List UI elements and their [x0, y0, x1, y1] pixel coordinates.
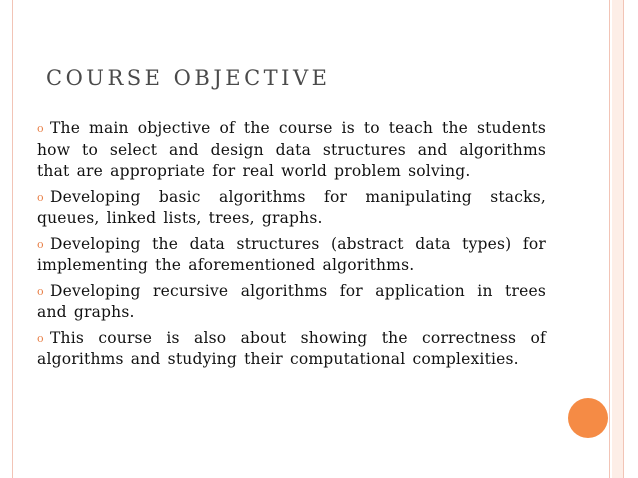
bullet-marker-icon: o	[37, 190, 44, 204]
bullet-text: The main objective of the course is to teach the students how to select and design data structures and algorithms that are appropriate for real world problem solving.	[37, 119, 546, 180]
accent-circle	[568, 398, 608, 438]
bullet-marker-icon: o	[37, 237, 44, 251]
bullet-item	[37, 118, 546, 183]
slide-title: COURSE OBJECTIVE	[46, 66, 331, 90]
bullet-item	[37, 281, 546, 324]
bullet-text: Developing recursive algorithms for application in trees and graphs.	[37, 281, 546, 321]
bullet-text: This course is also about showing the correctness of algorithms and studying their computational complexities.	[37, 328, 546, 368]
bullet-marker-icon: o	[37, 331, 44, 345]
bullet-text: Developing basic algorithms for manipulating stacks, queues, linked lists, trees, graphs.	[37, 187, 546, 227]
side-strip	[612, 0, 624, 478]
bullet-item	[37, 234, 546, 277]
bullet-marker-icon: o	[37, 122, 44, 135]
bullet-text: Developing the data structures (abstract data types) for implementing the aforementioned algorithms.	[37, 234, 546, 274]
bullet-item	[37, 187, 546, 230]
bullet-item	[37, 328, 546, 371]
bullet-list	[37, 118, 546, 375]
bullet-marker-icon: o	[37, 284, 44, 298]
